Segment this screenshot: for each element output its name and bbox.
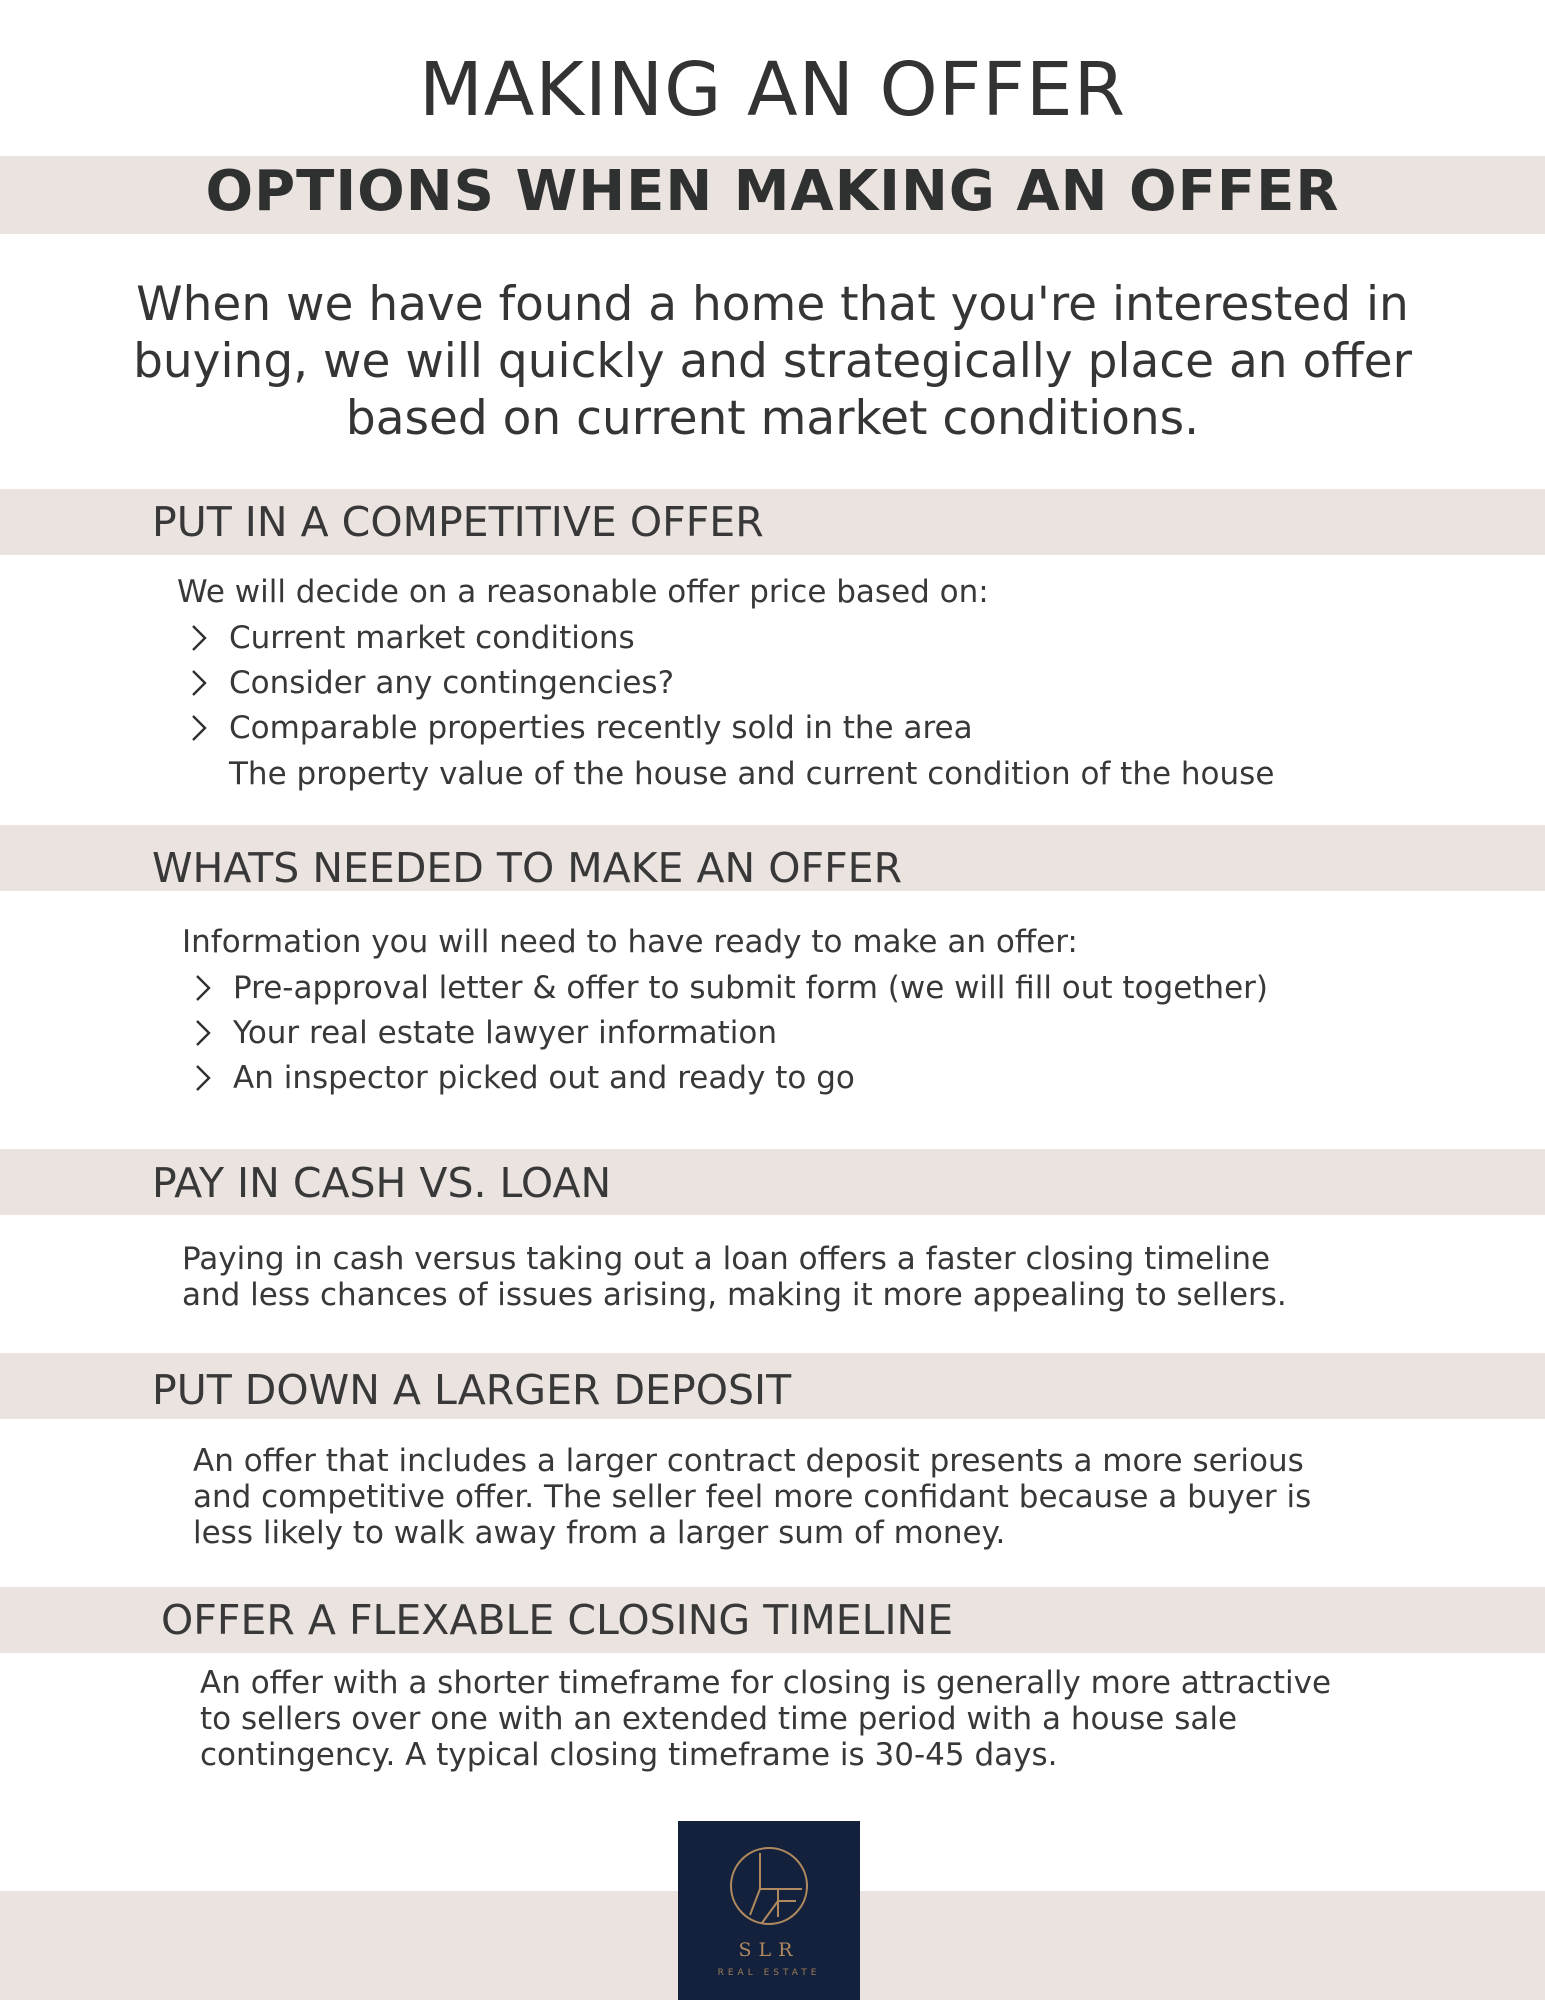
chevron-right-icon [185, 620, 215, 656]
section-heading-cash-vs-loan: PAY IN CASH VS. LOAN [152, 1159, 612, 1207]
section-line: contingency. A typical closing timeframe is 30-45 days. [200, 1737, 1058, 1773]
page-subtitle: OPTIONS WHEN MAKING AN OFFER [205, 159, 1340, 224]
chevron-right-icon [185, 710, 215, 746]
section-line: An offer with a shorter timeframe for closing is generally more attractive [200, 1665, 1332, 1701]
section-heading-competitive-offer: PUT IN A COMPETITIVE OFFER [152, 498, 764, 546]
page-title: MAKING AN OFFER [418, 47, 1127, 133]
list-item-text: Comparable properties recently sold in the area [229, 710, 973, 746]
section-extra-line: The property value of the house and current condition of the house [229, 756, 1275, 792]
list-item-text: An inspector picked out and ready to go [233, 1060, 855, 1096]
section-lead: We will decide on a reasonable offer price based on: [177, 574, 989, 610]
intro-line: buying, we will quickly and strategically place an offer [133, 334, 1412, 389]
section-heading-larger-deposit: PUT DOWN A LARGER DEPOSIT [152, 1366, 792, 1414]
section-lead: Information you will need to have ready to make an offer: [182, 924, 1078, 960]
list-item [185, 620, 635, 656]
section-heading-flexible-closing: OFFER A FLEXABLE CLOSING TIMELINE [161, 1596, 954, 1644]
list-item [189, 970, 1268, 1006]
section-heading-whats-needed: WHATS NEEDED TO MAKE AN OFFER [152, 844, 903, 892]
list-item-text: Current market conditions [229, 620, 635, 656]
section-line: and less chances of issues arising, making it more appealing to sellers. [182, 1277, 1287, 1313]
section-line: An offer that includes a larger contract deposit presents a more serious [193, 1443, 1304, 1479]
chevron-right-icon [189, 970, 219, 1006]
section-line: less likely to walk away from a larger sum of money. [193, 1515, 1006, 1551]
list-item-text: Pre-approval letter & offer to submit form (we will fill out together) [233, 970, 1268, 1006]
intro-line: When we have found a home that you're interested in [136, 277, 1409, 332]
section-line: and competitive offer. The seller feel more confidant because a buyer is [193, 1479, 1312, 1515]
section-line: Paying in cash versus taking out a loan offers a faster closing timeline [182, 1241, 1271, 1277]
list-item [185, 665, 674, 701]
list-item [185, 710, 973, 746]
intro-line: based on current market conditions. [345, 391, 1200, 446]
logo-monogram-icon [722, 1839, 816, 1933]
chevron-right-icon [189, 1060, 219, 1096]
list-item-text: Consider any contingencies? [229, 665, 675, 701]
list-item-text: Your real estate lawyer information [233, 1015, 777, 1051]
list-item [189, 1060, 855, 1096]
chevron-right-icon [185, 665, 215, 701]
list-item [189, 1015, 777, 1051]
logo-tagline: REAL ESTATE [717, 1968, 821, 1978]
intro-paragraph [0, 276, 1545, 447]
section-line: to sellers over one with an extended time period with a house sale [200, 1701, 1238, 1737]
logo-name: SLR [738, 1939, 800, 1961]
company-logo [678, 1821, 860, 2000]
chevron-right-icon [189, 1015, 219, 1051]
